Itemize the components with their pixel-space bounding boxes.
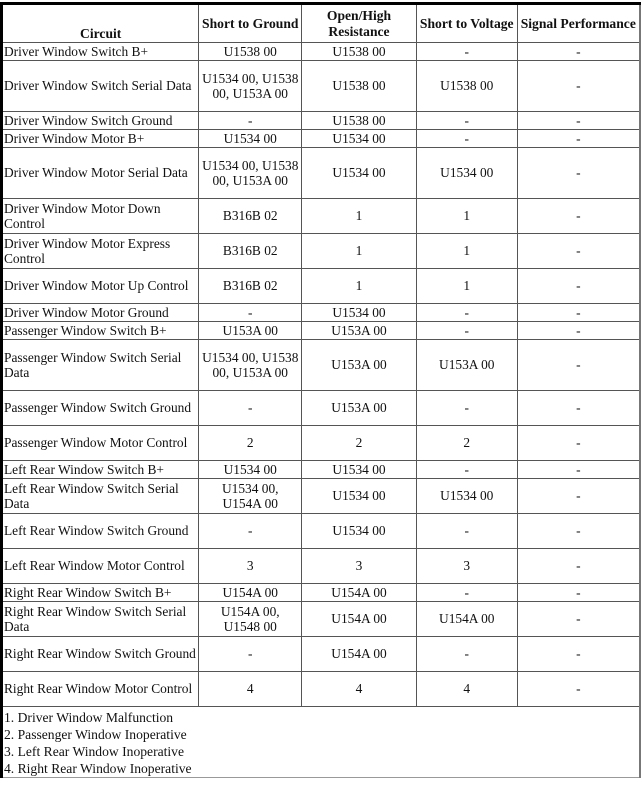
cell-signal-performance: - <box>517 672 640 707</box>
cell-short-to-ground: U154A 00 <box>199 584 302 602</box>
cell-signal-performance: - <box>517 602 640 637</box>
cell-circuit: Driver Window Switch Serial Data <box>2 61 199 112</box>
cell-short-to-voltage: U154A 00 <box>416 602 517 637</box>
cell-circuit: Left Rear Window Switch Serial Data <box>2 479 199 514</box>
table-row <box>2 199 641 234</box>
table-row <box>2 391 641 426</box>
cell-open-high-resistance: U1538 00 <box>302 112 417 130</box>
footnote-1: 1. Driver Window Malfunction <box>4 710 174 725</box>
cell-circuit: Passenger Window Switch Serial Data <box>2 340 199 391</box>
cell-open-high-resistance: U153A 00 <box>302 340 417 391</box>
cell-open-high-resistance: 1 <box>302 199 417 234</box>
cell-short-to-voltage: - <box>416 514 517 549</box>
cell-signal-performance: - <box>517 269 640 304</box>
table-row <box>2 61 641 112</box>
cell-short-to-voltage: - <box>416 130 517 148</box>
cell-signal-performance: - <box>517 461 640 479</box>
table-row <box>2 148 641 199</box>
cell-open-high-resistance: U153A 00 <box>302 391 417 426</box>
table-row <box>2 43 641 61</box>
cell-circuit: Right Rear Window Switch Ground <box>2 637 199 672</box>
cell-short-to-voltage: 4 <box>416 672 517 707</box>
cell-open-high-resistance: U154A 00 <box>302 637 417 672</box>
table-row <box>2 602 641 637</box>
cell-open-high-resistance: U1538 00 <box>302 43 417 61</box>
cell-short-to-voltage: 1 <box>416 199 517 234</box>
cell-open-high-resistance: U1538 00 <box>302 61 417 112</box>
cell-circuit: Passenger Window Switch Ground <box>2 391 199 426</box>
cell-short-to-voltage: 3 <box>416 549 517 584</box>
cell-short-to-ground: - <box>199 637 302 672</box>
table-row <box>2 322 641 340</box>
cell-short-to-voltage: - <box>416 43 517 61</box>
footnote-4: 4. Right Rear Window Inoperative <box>4 761 192 776</box>
cell-short-to-ground: U1534 00, U154A 00 <box>199 479 302 514</box>
cell-short-to-ground: B316B 02 <box>199 269 302 304</box>
cell-open-high-resistance: 3 <box>302 549 417 584</box>
cell-circuit: Left Rear Window Switch Ground <box>2 514 199 549</box>
cell-signal-performance: - <box>517 426 640 461</box>
cell-signal-performance: - <box>517 61 640 112</box>
cell-open-high-resistance: U1534 00 <box>302 130 417 148</box>
cell-short-to-ground: U1534 00, U1538 00, U153A 00 <box>199 148 302 199</box>
cell-short-to-ground: U1534 00 <box>199 461 302 479</box>
header-short-to-voltage: Short to Voltage <box>416 4 517 43</box>
table-row <box>2 130 641 148</box>
cell-open-high-resistance: U154A 00 <box>302 602 417 637</box>
cell-signal-performance: - <box>517 514 640 549</box>
cell-open-high-resistance: 4 <box>302 672 417 707</box>
cell-signal-performance: - <box>517 479 640 514</box>
cell-signal-performance: - <box>517 112 640 130</box>
table-row <box>2 672 641 707</box>
cell-short-to-ground: 4 <box>199 672 302 707</box>
cell-circuit: Driver Window Motor Express Control <box>2 234 199 269</box>
cell-signal-performance: - <box>517 637 640 672</box>
cell-short-to-voltage: U153A 00 <box>416 340 517 391</box>
cell-signal-performance: - <box>517 148 640 199</box>
table-row <box>2 234 641 269</box>
header-signal-performance: Signal Performance <box>517 4 640 43</box>
cell-signal-performance: - <box>517 199 640 234</box>
cell-signal-performance: - <box>517 391 640 426</box>
cell-signal-performance: - <box>517 130 640 148</box>
cell-circuit: Right Rear Window Motor Control <box>2 672 199 707</box>
cell-signal-performance: - <box>517 304 640 322</box>
cell-short-to-ground: 3 <box>199 549 302 584</box>
cell-short-to-ground: B316B 02 <box>199 234 302 269</box>
cell-short-to-voltage: - <box>416 584 517 602</box>
footnote-3: 3. Left Rear Window Inoperative <box>4 744 185 759</box>
cell-short-to-ground: U154A 00, U1548 00 <box>199 602 302 637</box>
cell-signal-performance: - <box>517 234 640 269</box>
cell-short-to-ground: U1534 00, U1538 00, U153A 00 <box>199 61 302 112</box>
cell-short-to-voltage: - <box>416 391 517 426</box>
cell-signal-performance: - <box>517 549 640 584</box>
cell-signal-performance: - <box>517 43 640 61</box>
cell-circuit: Left Rear Window Switch B+ <box>2 461 199 479</box>
cell-short-to-ground: - <box>199 112 302 130</box>
footnote-2: 2. Passenger Window Inoperative <box>4 727 187 742</box>
cell-open-high-resistance: 1 <box>302 269 417 304</box>
cell-short-to-ground: U1534 00 <box>199 130 302 148</box>
table-row <box>2 549 641 584</box>
cell-circuit: Driver Window Motor Up Control <box>2 269 199 304</box>
cell-circuit: Left Rear Window Motor Control <box>2 549 199 584</box>
table-row <box>2 584 641 602</box>
footnotes-row <box>2 707 641 778</box>
cell-open-high-resistance: U1534 00 <box>302 304 417 322</box>
cell-circuit: Driver Window Motor B+ <box>2 130 199 148</box>
cell-short-to-voltage: - <box>416 112 517 130</box>
cell-short-to-ground: B316B 02 <box>199 199 302 234</box>
cell-short-to-voltage: 1 <box>416 269 517 304</box>
cell-circuit: Right Rear Window Switch Serial Data <box>2 602 199 637</box>
table-row <box>2 269 641 304</box>
cell-short-to-voltage: - <box>416 304 517 322</box>
cell-circuit: Right Rear Window Switch B+ <box>2 584 199 602</box>
header-circuit: Circuit <box>2 4 199 43</box>
table-row <box>2 426 641 461</box>
table-row <box>2 112 641 130</box>
cell-circuit: Driver Window Motor Serial Data <box>2 148 199 199</box>
cell-circuit: Driver Window Switch B+ <box>2 43 199 61</box>
cell-open-high-resistance: U1534 00 <box>302 148 417 199</box>
cell-short-to-ground: U153A 00 <box>199 322 302 340</box>
cell-short-to-voltage: U1534 00 <box>416 148 517 199</box>
cell-signal-performance: - <box>517 322 640 340</box>
circuit-dtc-table <box>0 2 641 778</box>
cell-short-to-ground: - <box>199 304 302 322</box>
cell-short-to-voltage: - <box>416 637 517 672</box>
cell-short-to-voltage: 1 <box>416 234 517 269</box>
header-open-high-resistance: Open/High Resistance <box>302 4 417 43</box>
footnotes <box>2 707 641 778</box>
cell-short-to-ground: U1534 00, U1538 00, U153A 00 <box>199 340 302 391</box>
cell-signal-performance: - <box>517 340 640 391</box>
cell-short-to-voltage: U1534 00 <box>416 479 517 514</box>
cell-short-to-ground: - <box>199 514 302 549</box>
cell-open-high-resistance: U154A 00 <box>302 584 417 602</box>
cell-open-high-resistance: U1534 00 <box>302 514 417 549</box>
table-row <box>2 637 641 672</box>
header-short-to-ground: Short to Ground <box>199 4 302 43</box>
cell-short-to-ground: 2 <box>199 426 302 461</box>
cell-open-high-resistance: U1534 00 <box>302 479 417 514</box>
cell-short-to-voltage: 2 <box>416 426 517 461</box>
table-row <box>2 304 641 322</box>
cell-open-high-resistance: U1534 00 <box>302 461 417 479</box>
cell-short-to-voltage: U1538 00 <box>416 61 517 112</box>
table-row <box>2 461 641 479</box>
cell-circuit: Driver Window Motor Ground <box>2 304 199 322</box>
table-row <box>2 514 641 549</box>
cell-short-to-ground: U1538 00 <box>199 43 302 61</box>
cell-short-to-voltage: - <box>416 322 517 340</box>
cell-circuit: Passenger Window Motor Control <box>2 426 199 461</box>
header-row <box>2 4 641 43</box>
cell-circuit: Driver Window Motor Down Control <box>2 199 199 234</box>
table-row <box>2 340 641 391</box>
cell-open-high-resistance: U153A 00 <box>302 322 417 340</box>
cell-signal-performance: - <box>517 584 640 602</box>
table-row <box>2 479 641 514</box>
cell-short-to-ground: - <box>199 391 302 426</box>
cell-short-to-voltage: - <box>416 461 517 479</box>
cell-circuit: Passenger Window Switch B+ <box>2 322 199 340</box>
cell-open-high-resistance: 2 <box>302 426 417 461</box>
cell-circuit: Driver Window Switch Ground <box>2 112 199 130</box>
cell-open-high-resistance: 1 <box>302 234 417 269</box>
circuit-dtc-table-container <box>0 2 642 778</box>
